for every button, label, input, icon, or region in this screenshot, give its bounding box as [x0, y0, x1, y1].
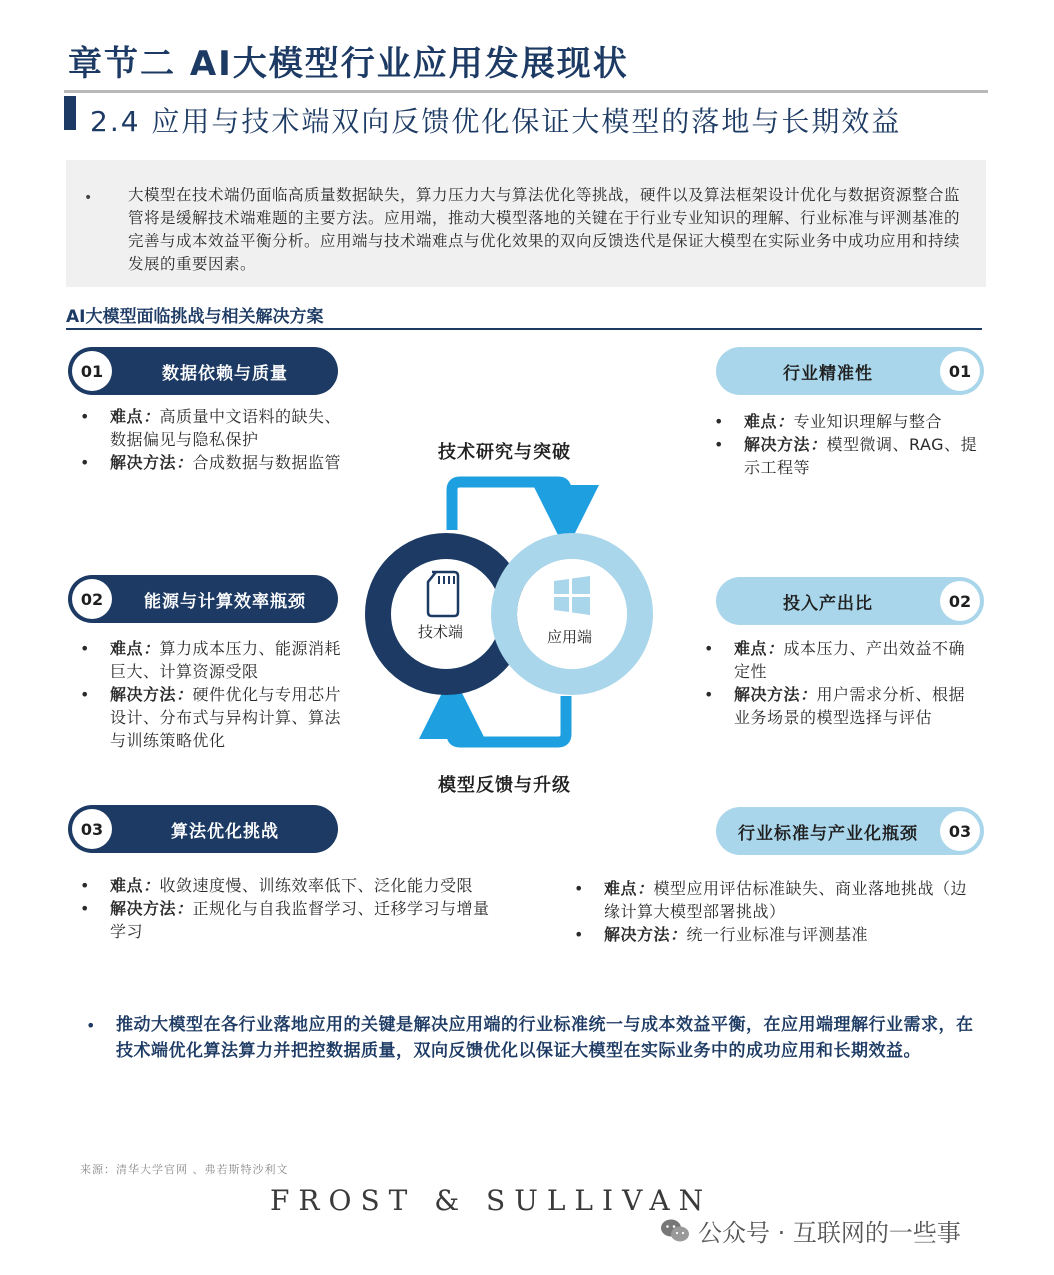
pill-number: 02	[72, 579, 112, 619]
pill-label: 数据依赖与质量	[162, 363, 288, 384]
forward-arrow	[452, 482, 566, 530]
sd-card-icon	[428, 572, 458, 616]
left-challenge-details-03	[80, 874, 490, 943]
pill-label: 投入产出比	[783, 593, 873, 614]
feedback-arrow	[452, 696, 566, 742]
conclusion-text: 推动大模型在各行业落地应用的关键是解决应用端的行业标准统一与成本效益平衡，在应用端理解行业需求，在技术端优化算法算力并把控数据质量，双向反馈优化以保证大模型在实际业务中的成功应用和长期效益。	[116, 1015, 974, 1061]
difficulty-item: • 难点：收敛速度慢、训练效率低下、泛化能力受限	[80, 876, 474, 895]
left-challenge-pill-02	[68, 575, 338, 623]
title-divider	[64, 90, 988, 93]
difficulty-item: • 难点：模型应用评估标准缺失、商业落地挑战（边缘计算大模型部署挑战）	[574, 879, 968, 921]
summary-text: 大模型在技术端仍面临高质量数据缺失，算力压力大与算法优化等挑战，硬件以及算法框架设计优化与数据资源整合监管将是缓解技术端难题的主要方法。应用端，推动大模型落地的关键在于行业专业知识的理解、行业标准与评测基准的完善与成本效益平衡分析。应用端与技术端难点与优化效果的双向反馈迭代是保证大模型在实际业务中成功应用和持续发展的重要因素。	[128, 186, 961, 273]
chapter-title: 章节二 AI大模型行业应用发展现状	[68, 44, 629, 84]
diagram-divider	[66, 328, 982, 330]
source-note: 来源：清华大学官网 、弗若斯特沙利文	[80, 1163, 289, 1176]
pill-number: 03	[72, 809, 112, 849]
summary-bullet: •	[84, 190, 93, 206]
pill-number: 03	[940, 811, 980, 851]
pill-number: 01	[940, 351, 980, 391]
diagram-title: AI大模型面临挑战与相关解决方案	[66, 307, 324, 327]
right-challenge-details-02	[704, 637, 974, 729]
pill-label: 算法优化挑战	[171, 821, 279, 842]
cycle-top-label: 技术研究与突破	[438, 442, 571, 463]
pill-number: 01	[72, 351, 112, 391]
left-challenge-pill-01	[68, 347, 338, 395]
right-challenge-pill-03	[716, 807, 984, 855]
watermark-text: 公众号 · 互联网的一些事	[698, 1219, 961, 1247]
watermark	[660, 1213, 961, 1248]
difficulty-item: • 难点：高质量中文语料的缺失、数据偏见与隐私保护	[80, 407, 342, 449]
conclusion-bullet: •	[86, 1016, 96, 1035]
solution-item: • 解决方法：模型微调、RAG、提示工程等	[714, 435, 978, 477]
cycle-bottom-label: 模型反馈与升级	[438, 775, 571, 796]
right-challenge-pill-02	[716, 577, 984, 625]
solution-item: • 解决方法：用户需求分析、根据业务场景的模型选择与评估	[704, 685, 966, 727]
solution-item: • 解决方法：合成数据与数据监管	[80, 453, 342, 472]
app-side-label: 应用端	[547, 628, 593, 646]
pill-label: 能源与计算效率瓶颈	[144, 591, 306, 612]
solution-item: • 解决方法：正规化与自我监督学习、迁移学习与增量学习	[80, 899, 490, 941]
wechat-icon	[660, 1218, 690, 1244]
right-challenge-details-01	[714, 410, 986, 479]
pill-label: 行业标准与产业化瓶颈	[738, 823, 918, 844]
solution-item: • 解决方法：统一行业标准与评测基准	[574, 925, 869, 944]
difficulty-item: • 难点：算力成本压力、能源消耗巨大、计算资源受限	[80, 639, 342, 681]
pill-number: 02	[940, 581, 980, 621]
pill-label: 行业精准性	[783, 363, 873, 384]
left-challenge-details-02	[80, 637, 355, 752]
right-challenge-pill-01	[716, 347, 984, 395]
brand-logo-text: FROST & SULLIVAN	[270, 1184, 713, 1217]
tech-side-label: 技术端	[418, 623, 464, 641]
left-challenge-pill-03	[68, 805, 338, 853]
feedback-cycle-graphic	[350, 468, 670, 758]
difficulty-item: • 难点：成本压力、产出效益不确定性	[704, 639, 966, 681]
section-accent-bar	[64, 96, 76, 130]
solution-item: • 解决方法：硬件优化与专用芯片设计、分布式与异构计算、算法与训练策略优化	[80, 685, 342, 750]
left-challenge-details-01	[80, 405, 350, 474]
right-challenge-details-03	[574, 877, 974, 946]
difficulty-item: • 难点：专业知识理解与整合	[714, 412, 943, 431]
section-title: 2.4 应用与技术端双向反馈优化保证大模型的落地与长期效益	[90, 105, 902, 138]
